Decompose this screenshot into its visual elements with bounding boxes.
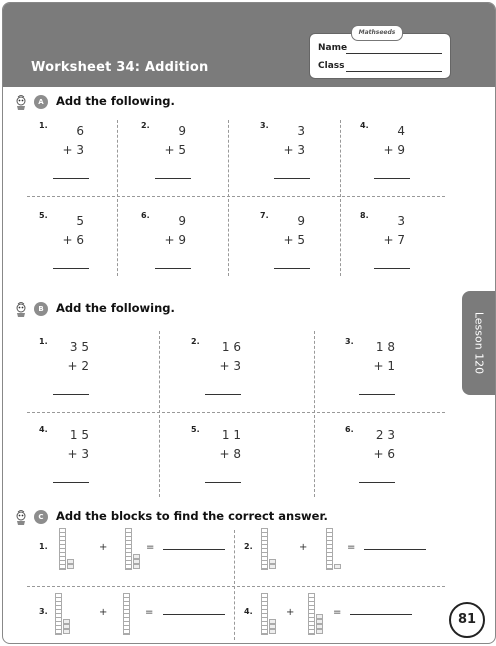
divider: [159, 331, 160, 497]
answer-line[interactable]: [350, 614, 412, 615]
top-number: 1 6: [221, 340, 241, 354]
top-number: 5: [76, 214, 84, 228]
problem-number: 6.: [345, 425, 354, 434]
problem-number: 3.: [345, 337, 354, 346]
equals-sign: =: [146, 542, 155, 553]
divider: [27, 412, 445, 413]
divider: [234, 530, 235, 640]
lesson-label: Lesson 120: [472, 311, 485, 375]
one-cube: [63, 629, 70, 634]
ten-rod: [59, 528, 66, 570]
header-banner: [3, 3, 495, 87]
problem-number: 2.: [191, 337, 200, 346]
answer-line[interactable]: [155, 178, 191, 179]
answer-line[interactable]: [53, 178, 89, 179]
top-number: 1 8: [375, 340, 395, 354]
problem-number: 1.: [39, 337, 48, 346]
problem-number: 3.: [39, 607, 48, 616]
divider: [340, 120, 341, 276]
divider: [27, 196, 445, 197]
addend: + 1: [373, 359, 395, 373]
addend: + 6: [62, 233, 84, 247]
addend: + 3: [67, 447, 89, 461]
answer-line[interactable]: [163, 614, 225, 615]
addend: + 9: [164, 233, 186, 247]
section-c-badge: C: [34, 510, 48, 524]
addend: + 3: [219, 359, 241, 373]
problem-number: 1.: [39, 121, 48, 130]
plus-sign: +: [99, 607, 108, 618]
section-a-badge: A: [34, 95, 48, 109]
problem-number: 6.: [141, 211, 150, 220]
top-number: 3: [297, 124, 305, 138]
answer-line[interactable]: [374, 268, 410, 269]
plus-sign: +: [286, 607, 295, 618]
addend: + 3: [283, 143, 305, 157]
top-number: 3: [397, 214, 405, 228]
worksheet-title: Worksheet 34: Addition: [31, 60, 209, 75]
answer-line[interactable]: [359, 394, 395, 395]
worksheet-page: [2, 2, 496, 644]
mascot-icon: [13, 510, 29, 526]
plus-sign: +: [299, 542, 308, 553]
mascot-icon: [13, 95, 29, 111]
problem-number: 4.: [39, 425, 48, 434]
top-number: 9: [178, 124, 186, 138]
top-number: 2 3: [375, 428, 395, 442]
section-c-title: Add the blocks to find the correct answer.: [56, 509, 328, 523]
ten-rod: [123, 593, 130, 635]
name-field[interactable]: [346, 53, 442, 54]
divider: [27, 586, 445, 587]
one-cube: [269, 564, 276, 569]
problem-number: 4.: [244, 607, 253, 616]
ten-rod: [55, 593, 62, 635]
problem-number: 5.: [39, 211, 48, 220]
ten-rod: [261, 528, 268, 570]
mascot-icon: [13, 302, 29, 318]
class-label: Class: [318, 61, 345, 71]
problem-number: 3.: [260, 121, 269, 130]
answer-line[interactable]: [53, 394, 89, 395]
top-number: 6: [76, 124, 84, 138]
class-field[interactable]: [346, 71, 442, 72]
addend: + 7: [383, 233, 405, 247]
top-number: 9: [297, 214, 305, 228]
top-number: 1 5: [69, 428, 89, 442]
one-cube: [334, 564, 341, 569]
addend: + 2: [67, 359, 89, 373]
section-b-title: Add the following.: [56, 301, 175, 315]
top-number: 3 5: [69, 340, 89, 354]
answer-line[interactable]: [155, 268, 191, 269]
answer-line[interactable]: [274, 268, 310, 269]
brand-logo: Mathseeds: [351, 25, 403, 41]
problem-number: 2.: [244, 542, 253, 551]
answer-line[interactable]: [205, 482, 241, 483]
answer-line[interactable]: [205, 394, 241, 395]
problem-number: 2.: [141, 121, 150, 130]
ten-rod: [326, 528, 333, 570]
addend: + 6: [373, 447, 395, 461]
answer-line[interactable]: [274, 178, 310, 179]
addend: + 5: [164, 143, 186, 157]
equals-sign: =: [145, 607, 154, 618]
one-cube: [269, 629, 276, 634]
problem-number: 5.: [191, 425, 200, 434]
top-number: 4: [397, 124, 405, 138]
top-number: 9: [178, 214, 186, 228]
problem-number: 4.: [360, 121, 369, 130]
addend: + 3: [62, 143, 84, 157]
answer-line[interactable]: [364, 549, 426, 550]
plus-sign: +: [99, 542, 108, 553]
divider: [117, 120, 118, 276]
problem-number: 8.: [360, 211, 369, 220]
top-number: 1 1: [221, 428, 241, 442]
answer-line[interactable]: [359, 482, 395, 483]
name-label: Name: [318, 43, 348, 53]
problem-number: 7.: [260, 211, 269, 220]
one-cube: [133, 564, 140, 569]
addend: + 9: [383, 143, 405, 157]
divider: [228, 120, 229, 276]
equals-sign: =: [347, 542, 356, 553]
ten-rod: [261, 593, 268, 635]
problem-number: 1.: [39, 542, 48, 551]
lesson-tab: [462, 291, 495, 395]
answer-line[interactable]: [163, 549, 225, 550]
one-cube: [316, 629, 323, 634]
section-b-badge: B: [34, 302, 48, 316]
ten-rod: [125, 528, 132, 570]
equals-sign: =: [333, 607, 342, 618]
answer-line[interactable]: [53, 482, 89, 483]
answer-line[interactable]: [374, 178, 410, 179]
addend: + 8: [219, 447, 241, 461]
page-number: 81: [449, 602, 485, 638]
ten-rod: [308, 593, 315, 635]
section-a-title: Add the following.: [56, 94, 175, 108]
answer-line[interactable]: [53, 268, 89, 269]
one-cube: [67, 564, 74, 569]
addend: + 5: [283, 233, 305, 247]
divider: [314, 331, 315, 497]
